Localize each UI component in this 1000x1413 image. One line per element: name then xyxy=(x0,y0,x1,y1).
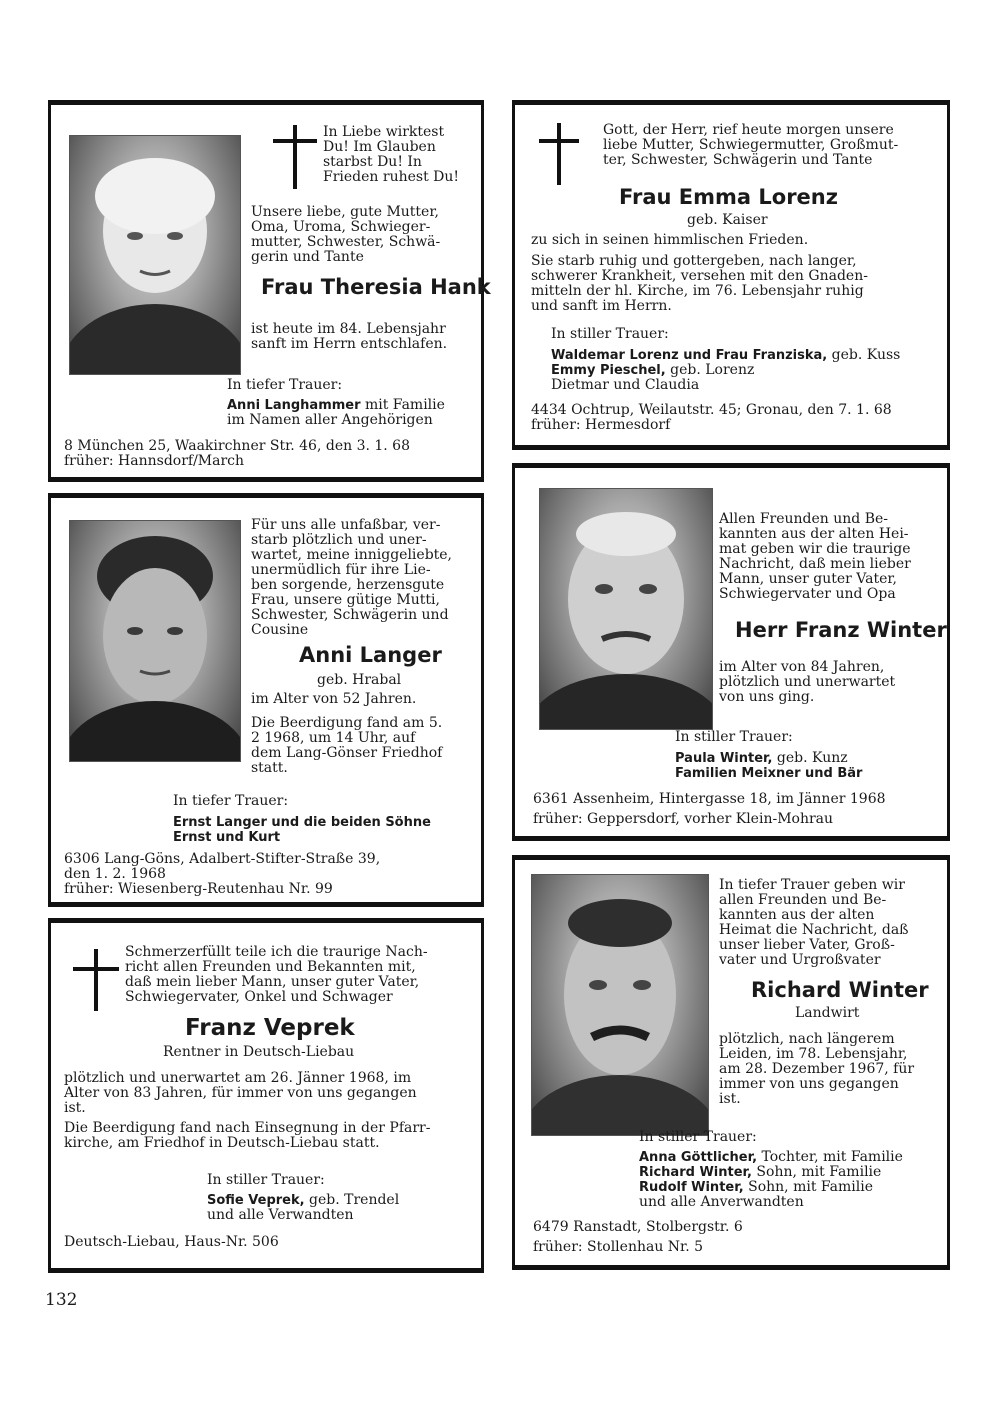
text-line: Leiden, im 78. Lebensjahr, xyxy=(719,1046,908,1062)
mourning-heading: In tiefer Trauer: xyxy=(227,377,343,393)
mourner-relation: geb. Kunz xyxy=(772,750,848,766)
text-line: ist. xyxy=(719,1091,741,1107)
intro-line: Schwester, Schwägerin und xyxy=(251,607,449,623)
mourner-relation: Sohn, mit Familie xyxy=(751,1164,882,1180)
intro-line: Cousine xyxy=(251,622,309,638)
mourner-name: Anni Langhammer xyxy=(227,398,361,413)
address-line: früher: Hannsdorf/March xyxy=(64,453,245,469)
age-line: von uns ging. xyxy=(719,689,815,705)
cross-icon xyxy=(539,123,579,185)
mourner-relation: Tochter, mit Familie xyxy=(757,1149,903,1165)
deceased-name: Anni Langer xyxy=(299,643,442,667)
address-line: früher: Stollenhau Nr. 5 xyxy=(533,1239,703,1255)
obituary-franz-winter xyxy=(512,463,950,841)
mourner-line: im Namen aller Angehörigen xyxy=(227,412,433,428)
mourner-name: Richard Winter, xyxy=(639,1165,752,1180)
intro-line: wartet, meine inniggeliebte, xyxy=(251,547,453,563)
death-line: ist heute im 84. Lebensjahr xyxy=(251,321,446,337)
address-line: 6361 Assenheim, Hintergasse 18, im Jänner 1968 xyxy=(533,791,886,807)
mourner-line: Ernst und Kurt xyxy=(173,830,281,845)
cross-icon xyxy=(73,949,119,1011)
deceased-name: Herr Franz Winter xyxy=(735,618,947,642)
portrait-photo-theresia-hank xyxy=(69,135,241,375)
funeral-line: 2 1968, um 14 Uhr, auf xyxy=(251,730,416,746)
mourner-line: Dietmar und Claudia xyxy=(551,377,700,393)
obituary-franz-veprek xyxy=(48,918,484,1273)
cross-icon xyxy=(273,125,317,189)
mourner-name: Sofie Veprek, xyxy=(207,1193,305,1208)
text-line: und sanft im Herrn. xyxy=(531,298,672,314)
address-line: 6306 Lang-Göns, Adalbert-Stifter-Straße 39, xyxy=(64,851,381,867)
address-line: früher: Wiesenberg-Reutenhau Nr. 99 xyxy=(64,881,333,897)
motto-line: Du! Im Glauben xyxy=(323,139,436,155)
text-line: plötzlich und unerwartet am 26. Jänner 1968, im xyxy=(64,1070,412,1086)
obituary-emma-lorenz xyxy=(512,100,950,450)
role-line: Rentner in Deutsch-Liebau xyxy=(163,1044,355,1060)
motto-line: In Liebe wirktest xyxy=(323,124,445,140)
mourner-relation: geb. Lorenz xyxy=(665,362,755,378)
intro-line: kannten aus der alten xyxy=(719,907,875,923)
portrait-photo-richard-winter xyxy=(531,874,709,1136)
intro-line: gerin und Tante xyxy=(251,249,364,265)
text-line: mitteln der hl. Kirche, im 76. Lebensjahr ruhig xyxy=(531,283,864,299)
mourner-relation: geb. Kuss xyxy=(827,347,901,363)
mourner-name: Anna Göttlicher, xyxy=(639,1150,758,1165)
intro-line: unermüdlich für ihre Lie- xyxy=(251,562,431,578)
text-line: Alter von 83 Jahren, für immer von uns gegangen xyxy=(64,1085,417,1101)
funeral-line: statt. xyxy=(251,760,288,776)
deceased-name: Frau Theresia Hank xyxy=(261,275,491,299)
funeral-line: dem Lang-Gönser Friedhof xyxy=(251,745,443,761)
intro-line: Schmerzerfüllt teile ich die traurige Nach- xyxy=(125,944,428,960)
obituary-anni-langer xyxy=(48,493,484,907)
text-line: am 28. Dezember 1967, für xyxy=(719,1061,915,1077)
deceased-name: Richard Winter xyxy=(751,978,929,1002)
intro-line: allen Freunden und Be- xyxy=(719,892,887,908)
intro-line: Frau, unsere gütige Mutti, xyxy=(251,592,440,608)
intro-line: liebe Mutter, Schwiegermutter, Großmut- xyxy=(603,137,899,153)
intro-line: Mann, unser guter Vater, xyxy=(719,571,897,587)
intro-line: Unsere liebe, gute Mutter, xyxy=(251,204,439,220)
intro-line: unser lieber Vater, Groß- xyxy=(719,937,895,953)
mourner-line: Familien Meixner und Bär xyxy=(675,766,863,781)
intro-line: richt allen Freunden und Bekannten mit, xyxy=(125,959,416,975)
intro-line: Schwiegervater, Onkel und Schwager xyxy=(125,989,393,1005)
mourner-relation: Sohn, mit Familie xyxy=(743,1179,874,1195)
text-line: immer von uns gegangen xyxy=(719,1076,899,1092)
mourner-relation: mit Familie xyxy=(360,397,445,413)
born-line: geb. Hrabal xyxy=(317,672,402,688)
peace-line: zu sich in seinen himmlischen Frieden. xyxy=(531,232,809,248)
deceased-name: Frau Emma Lorenz xyxy=(619,185,838,209)
intro-line: kannten aus der alten Hei- xyxy=(719,526,909,542)
intro-line: mat geben wir die traurige xyxy=(719,541,911,557)
age-line: im Alter von 84 Jahren, xyxy=(719,659,885,675)
motto-line: Frieden ruhest Du! xyxy=(323,169,460,185)
mourning-heading: In stiller Trauer: xyxy=(207,1172,325,1188)
mourner-relation: geb. Trendel xyxy=(304,1192,400,1208)
age-line: plötzlich und unerwartet xyxy=(719,674,896,690)
mourning-heading: In stiller Trauer: xyxy=(639,1129,757,1145)
intro-line: vater und Urgroßvater xyxy=(719,952,881,968)
intro-line: mutter, Schwester, Schwä- xyxy=(251,234,441,250)
obituary-theresia-hank xyxy=(48,100,491,482)
death-line: sanft im Herrn entschlafen. xyxy=(251,336,448,352)
address-line: 6479 Ranstadt, Stolbergstr. 6 xyxy=(533,1219,743,1235)
mourning-heading: In stiller Trauer: xyxy=(675,729,793,745)
intro-line: daß mein lieber Mann, unser guter Vater, xyxy=(125,974,420,990)
funeral-line: kirche, am Friedhof in Deutsch-Liebau statt. xyxy=(64,1135,380,1151)
text-line: Sie starb ruhig und gottergeben, nach langer, xyxy=(531,253,857,269)
obituary-richard-winter xyxy=(512,855,950,1270)
text-line: schwerer Krankheit, versehen mit den Gnaden- xyxy=(531,268,868,284)
intro-line: Nachricht, daß mein lieber xyxy=(719,556,911,572)
mourning-heading: In tiefer Trauer: xyxy=(173,793,289,809)
address-line: früher: Hermesdorf xyxy=(531,417,671,433)
address-line: früher: Geppersdorf, vorher Klein-Mohrau xyxy=(533,811,834,827)
intro-line: Schwiegervater und Opa xyxy=(719,586,896,602)
mourner-line: und alle Verwandten xyxy=(207,1207,354,1223)
address-line: 8 München 25, Waakirchner Str. 46, den 3. 1. 68 xyxy=(64,438,411,454)
intro-line: In tiefer Trauer geben wir xyxy=(719,877,905,893)
portrait-photo-franz-winter xyxy=(539,488,713,730)
mourning-heading: In stiller Trauer: xyxy=(551,326,669,342)
mourner-name: Paula Winter, xyxy=(675,751,773,766)
address-line: 4434 Ochtrup, Weilautstr. 45; Gronau, den 7. 1. 68 xyxy=(531,402,892,418)
intro-line: Allen Freunden und Be- xyxy=(719,511,889,527)
mourner-line: und alle Anverwandten xyxy=(639,1194,804,1210)
mourner-line xyxy=(675,751,848,767)
intro-line: Für uns alle unfaßbar, ver- xyxy=(251,517,441,533)
intro-line: Oma, Uroma, Schwieger- xyxy=(251,219,431,235)
deceased-name: Franz Veprek xyxy=(185,1015,355,1041)
portrait-photo-anni-langer xyxy=(69,520,241,762)
funeral-line: Die Beerdigung fand nach Einsegnung in der Pfarr- xyxy=(64,1120,431,1136)
motto-line: starbst Du! In xyxy=(323,154,422,170)
born-line: geb. Kaiser xyxy=(687,212,768,228)
intro-line: Heimat die Nachricht, daß xyxy=(719,922,909,938)
intro-line: ben sorgende, herzensgute xyxy=(251,577,445,593)
mourner-name: Waldemar Lorenz und Frau Franziska, xyxy=(551,348,828,363)
address-line: den 1. 2. 1968 xyxy=(64,866,166,882)
mourner-line: Ernst Langer und die beiden Söhne xyxy=(173,815,431,830)
text-line: ist. xyxy=(64,1100,86,1116)
age-line: im Alter von 52 Jahren. xyxy=(251,691,417,707)
funeral-line: Die Beerdigung fand am 5. xyxy=(251,715,443,731)
address-line: Deutsch-Liebau, Haus-Nr. 506 xyxy=(64,1234,279,1250)
intro-line: starb plötzlich und uner- xyxy=(251,532,427,548)
mourner-name: Emmy Pieschel, xyxy=(551,363,666,378)
intro-line: ter, Schwester, Schwägerin und Tante xyxy=(603,152,873,168)
mourner-name: Rudolf Winter, xyxy=(639,1180,744,1195)
role-line: Landwirt xyxy=(795,1005,860,1021)
text-line: plötzlich, nach längerem xyxy=(719,1031,895,1047)
page-number: 132 xyxy=(45,1290,78,1310)
intro-line: Gott, der Herr, rief heute morgen unsere xyxy=(603,122,894,138)
